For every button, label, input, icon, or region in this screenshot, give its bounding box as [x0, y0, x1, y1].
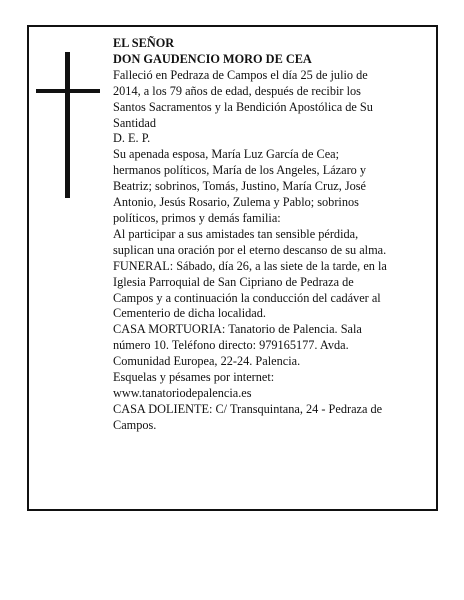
home-address: CASA DOLIENTE: C/ Transquintana, 24 - Pedraza de Campos. — [113, 401, 383, 432]
deceased-name: DON GAUDENCIO MORO DE CEA — [113, 51, 312, 66]
cross-vertical-bar — [65, 52, 70, 198]
rip-text: D. E. P. — [113, 131, 151, 146]
cross-icon — [36, 52, 100, 198]
mortuary-info: CASA MORTUORIA: Tanatorio de Palencia. Sala número 10. Teléfono directo: 979165177. Avda. Comunidad Europea, 22-24. Palencia. — [113, 322, 362, 369]
family-list: Su apenada esposa, María Luz García de Cea; hermanos políticos, María de los Angeles, Lázaro y Beatriz; sobrinos, Tomás, Justino, María Cruz, José Antonio, Jesús Rosario, Zulema y Pablo; sobrinos políticos, primos y demás familia: — [113, 147, 367, 225]
obituary-text — [113, 36, 425, 434]
cross-horizontal-bar — [36, 89, 100, 93]
internet-info: Esquelas y pésames por internet: www.tanatoriodepalencia.es — [113, 370, 275, 400]
funeral-info: FUNERAL: Sábado, día 26, a las siete de la tarde, en la Iglesia Parroquial de San Cipriano de Pedraza de Campos y a continuación la conducción del cadáver al Cementerio de dicha localidad. — [113, 258, 387, 321]
prayer-request: Al participar a sus amistades tan sensible pérdida, suplican una oración por el eterno descanso de su alma. — [113, 226, 387, 257]
title-line-1: EL SEÑOR — [113, 36, 175, 50]
death-info: Falleció en Pedraza de Campos el día 25 de julio de 2014, a los 79 años de edad, después de recibir los Santos Sacramentos y la Bendición Apostólica de Su Santidad — [113, 67, 373, 130]
